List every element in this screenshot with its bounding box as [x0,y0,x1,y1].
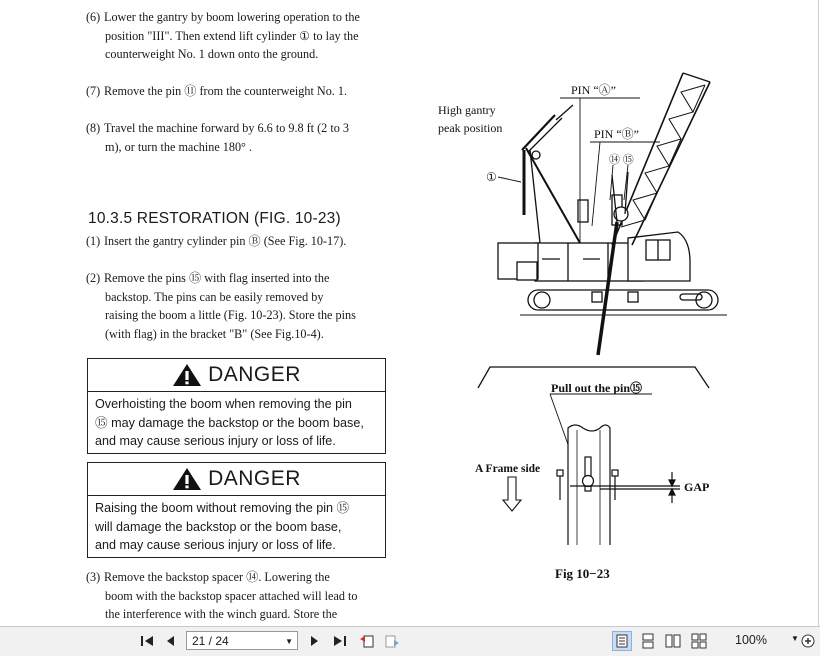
a-frame-side-label: A Frame side [475,463,541,475]
continuous-facing-icon [691,633,707,649]
step-3: (3) Remove the backstop spacer ⑭. Lowering the boom with the backstop spacer attached will lead to the interference with the winch guard. Store the [86,570,358,621]
down-arrow-icon [503,477,521,511]
danger-text: Overhoisting the boom when removing the pin ⑮ may damage the backstop or the boom base, and may cause serious injury or loss of life. [95,397,364,448]
first-page-icon [140,635,154,647]
facing-view-button[interactable] [663,631,683,651]
first-page-button[interactable] [137,631,157,651]
danger-title: DANGER [208,467,301,490]
gap-label: GAP [684,480,710,494]
chevron-down-icon: ▼ [285,637,293,646]
pull-out-pin-label: Pull out the pin⑮ [551,381,643,395]
step-2: (2) Remove the pins ⑮ with flag inserted into the backstop. The pins can be easily removed by raising the boom a little (Fig. 10-23). Store the pins (with flag) in the bracket "B" (See Fig.10-4). [86,271,356,341]
last-page-button[interactable] [330,631,350,651]
zoom-in-icon [801,634,815,648]
warning-triangle-icon [172,363,202,387]
danger-box-2 [87,462,386,558]
zoom-level[interactable]: 100% [735,633,767,647]
page-forward-icon [384,633,400,649]
single-page-icon [616,634,628,648]
continuous-facing-view-button[interactable] [689,631,709,651]
figure-caption: Fig 10−23 [555,566,610,581]
next-page-button[interactable] [305,631,325,651]
crane-figure [425,60,805,590]
single-page-view-button[interactable] [612,631,632,651]
danger-title: DANGER [208,363,301,386]
page-back-icon [359,633,375,649]
danger-text: Raising the boom without removing the pin ⑮ will damage the backstop or the boom base, and may cause serious injury or loss of life. [95,501,350,552]
previous-page-icon [165,635,175,647]
step-1: (1) Insert the gantry cylinder pin Ⓑ (See Fig. 10-17). [86,234,347,248]
callout-1: ① [486,170,497,184]
continuous-page-icon [642,633,654,649]
step-8: (8) Travel the machine forward by 6.6 to 9.8 ft (2 to 3 m), or turn the machine 180° . [86,121,349,154]
step-7: (7) Remove the pin ⑪ from the counterweight No. 1. [86,84,348,98]
zoom-dropdown-chevron-icon[interactable]: ▼ [791,634,799,643]
high-gantry-label-2: peak position [438,121,503,135]
danger-header [88,359,385,392]
pin-b-label: PIN “Ⓑ” [594,127,639,141]
previous-page-button[interactable] [160,631,180,651]
go-back-view-button[interactable] [357,631,377,651]
last-page-icon [333,635,347,647]
section-title: 10.3.5 RESTORATION (FIG. 10-23) [88,210,341,227]
next-page-icon [310,635,320,647]
zoom-in-button[interactable] [798,631,818,651]
crane-illustration [498,73,727,355]
page-number-input[interactable]: 21 / 24 ▼ [186,631,298,650]
warning-triangle-icon [172,467,202,491]
backstop-detail [557,425,680,545]
go-forward-view-button[interactable] [382,631,402,651]
high-gantry-label-1: High gantry [438,103,496,117]
continuous-view-button[interactable] [638,631,658,651]
danger-box-1 [87,358,386,454]
viewer-toolbar [0,626,820,656]
facing-pages-icon [665,634,681,648]
step-6: (6) Lower the gantry by boom lowering operation to the position "III". Then extend lift cylinder ① to lay the counterweight No. 1 down onto the ground. [86,10,360,61]
callout-14-15: ⑭ ⑮ [609,154,634,166]
pin-a-label: PIN “Ⓐ” [571,83,616,97]
danger-header [88,463,385,496]
